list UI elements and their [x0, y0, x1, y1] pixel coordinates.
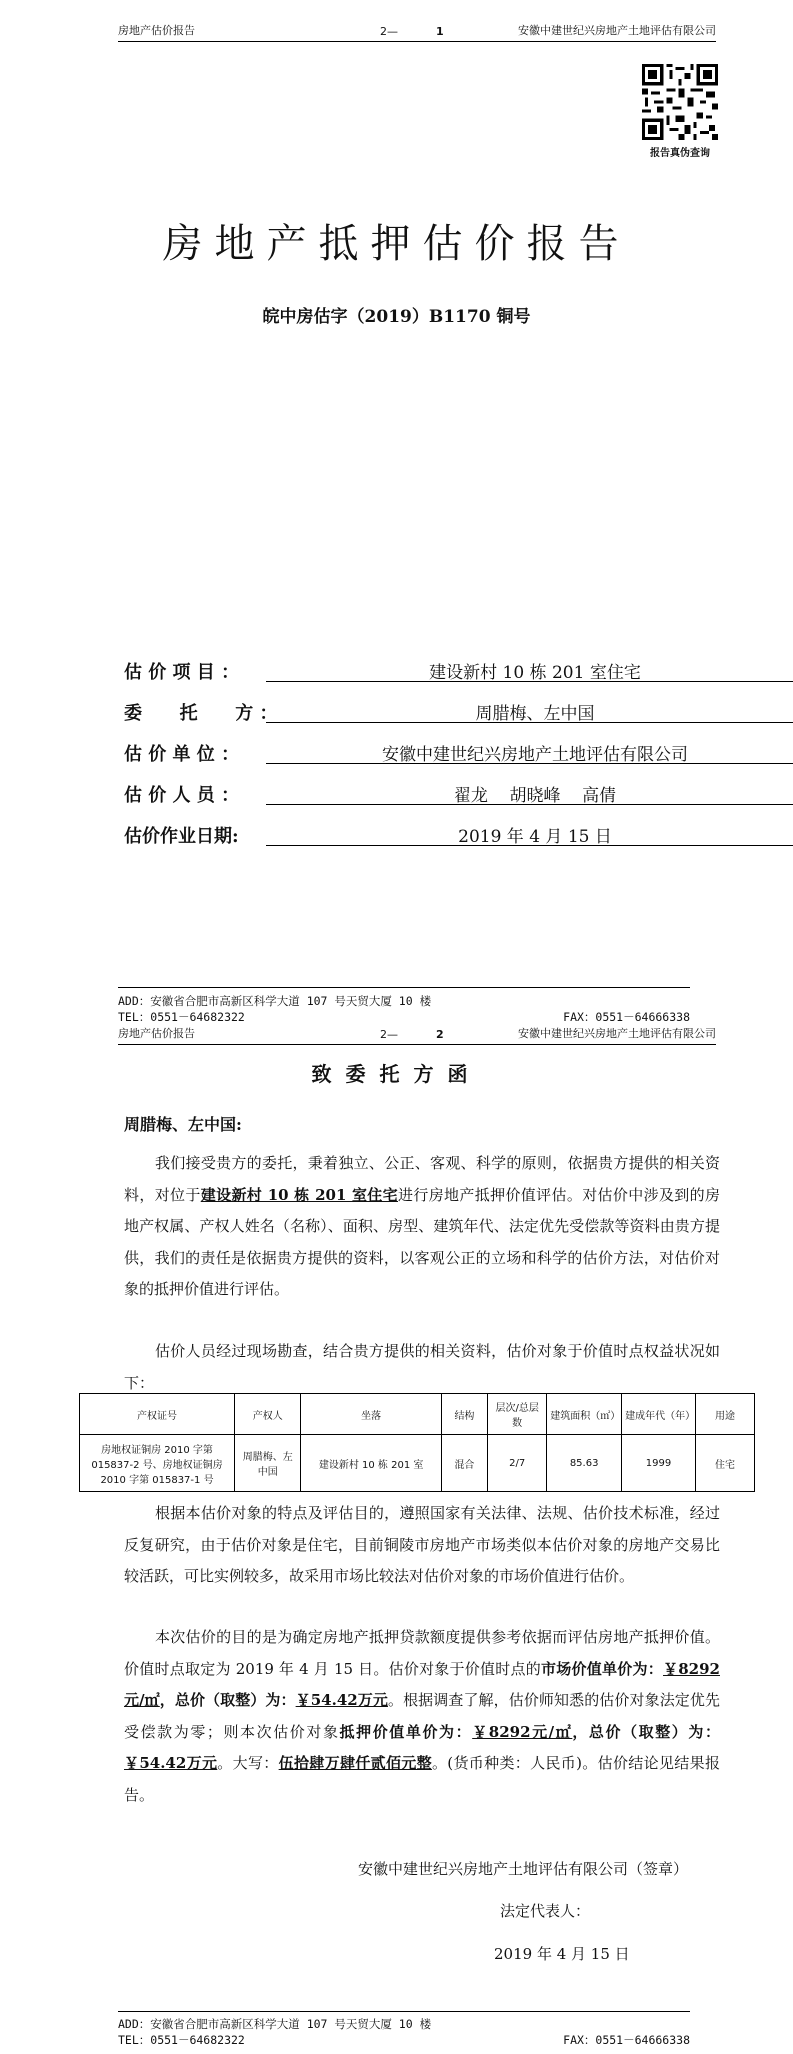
document-number: 皖中房估字（2019）B1170 铜号 — [262, 307, 531, 327]
header-report-name: 房地产估价报告 — [118, 1027, 195, 1040]
table-header-cell: 产权人 — [235, 1394, 301, 1435]
page1-footer-rule — [118, 987, 690, 988]
info-value: 翟龙 胡晓峰 高倩 — [266, 781, 793, 805]
signature-company: 安徽中建世纪兴房地产土地评估有限公司（签章） — [358, 1860, 689, 1878]
signature-date: 2019 年 4 月 15 日 — [494, 1945, 630, 1963]
letter-paragraph-3: 根据本估价对象的特点及评估目的，遵照国家有关法律、法规、估价技术标准，经过反复研究，由于估价对象是住宅，目前铜陵市房地产市场类似本估价对象的房地产交易比较活跃，可比实例较多，故采用市场比较法对估价对象的市场价值进行估价。 — [124, 1504, 720, 1585]
table-header-cell: 建筑面积（㎡） — [547, 1394, 622, 1435]
page1-header — [118, 19, 716, 42]
footer-fax: FAX：0551－64666338 — [563, 2033, 690, 2047]
table-cell: 房地权证铜房 2010 字第 015837-2 号、房地权证铜房 2010 字第 015837-1 号 — [80, 1435, 235, 1492]
footer-fax: FAX：0551－64666338 — [563, 1010, 690, 1024]
page2-footer — [118, 2016, 690, 2048]
letter-paragraph-1: 我们接受贵方的委托，秉着独立、公正、客观、科学的原则，依据贵方提供的相关资料，对位于建设新村 10 栋 201 室住宅进行房地产抵押价值评估。对估价中涉及到的房地产权属、产权人姓名（名称）、面积、房型、建筑年代、法定优先受偿款等资料由贵方提供，我们的责任是依据贵方提供的资料，以客观公正的立场和科学的估价方法，对估价对象的抵押价值进行评估。 — [124, 1154, 720, 1298]
page2-footer-rule — [118, 2011, 690, 2012]
table-header-cell: 产权证号 — [80, 1394, 235, 1435]
page2-header — [118, 1022, 716, 1045]
table-cell: 建设新村 10 栋 201 室 — [301, 1435, 441, 1492]
table-header-row — [80, 1394, 755, 1435]
header-page-center: 2— — [380, 25, 398, 38]
letter-paragraph-2: 估价人员经过现场勘查，结合贵方提供的相关资料，估价对象于价值时点权益状况如下： — [124, 1342, 720, 1392]
header-page-number: 1 — [436, 25, 444, 38]
table-cell: 85.63 — [547, 1435, 622, 1492]
qr-code-icon[interactable] — [642, 64, 718, 140]
table-header-cell: 坐落 — [301, 1394, 441, 1435]
footer-address: ADD：安徽省合肥市高新区科学大道 107 号天贸大厦 10 楼 — [118, 2017, 432, 2031]
property-address: 建设新村 10 栋 201 室住宅 — [200, 1185, 399, 1204]
info-label: 估 价 人 员 ： — [124, 785, 240, 806]
info-value: 建设新村 10 栋 201 室住宅 — [266, 658, 793, 682]
header-company: 安徽中建世纪兴房地产土地评估有限公司 — [518, 24, 716, 37]
signature-representative: 法定代表人： — [500, 1902, 591, 1920]
market-unit-price: ￥8292元/㎡ — [124, 1659, 720, 1709]
letter-addressee: 周腊梅、左中国: — [124, 1115, 242, 1134]
footer-address: ADD：安徽省合肥市高新区科学大道 107 号天贸大厦 10 楼 — [118, 994, 432, 1008]
letter-title: 致委托方函 — [311, 1062, 482, 1086]
info-value: 安徽中建世纪兴房地产土地评估有限公司 — [266, 740, 793, 764]
table-header-cell: 建成年代（年） — [622, 1394, 696, 1435]
amount-in-words: 伍拾肆万肆仟贰佰元整 — [278, 1754, 432, 1772]
footer-tel: TEL：0551－64682322 — [118, 2033, 245, 2047]
page1-footer — [118, 993, 690, 1025]
footer-tel: TEL：0551－64682322 — [118, 1010, 245, 1024]
header-company: 安徽中建世纪兴房地产土地评估有限公司 — [518, 1027, 716, 1040]
info-label: 委 托 方 ： — [124, 703, 278, 724]
info-label: 估 价 项 目 ： — [124, 662, 240, 683]
table-header-cell: 结构 — [441, 1394, 487, 1435]
mortgage-unit-price: ￥8292元/㎡ — [472, 1722, 573, 1741]
table-header-cell: 层次/总层数 — [488, 1394, 547, 1435]
table-cell: 住宅 — [695, 1435, 754, 1492]
info-label: 估 价 单 位 ： — [124, 744, 240, 765]
property-table — [79, 1393, 755, 1492]
market-total-price: ￥54.42万元 — [295, 1691, 388, 1709]
info-label: 估价作业日期: — [124, 826, 239, 847]
mortgage-total-price: ￥54.42万元 — [124, 1754, 218, 1772]
info-value: 周腊梅、左中国 — [266, 699, 793, 723]
table-row — [80, 1435, 755, 1492]
header-page-center: 2— — [380, 1028, 398, 1041]
table-cell: 2/7 — [488, 1435, 547, 1492]
report-title: 房地产抵押估价报告 — [162, 221, 631, 267]
table-cell: 1999 — [622, 1435, 696, 1492]
table-header-cell: 用途 — [695, 1394, 754, 1435]
table-cell: 混合 — [441, 1435, 487, 1492]
table-cell: 周腊梅、左中国 — [235, 1435, 301, 1492]
header-report-name: 房地产估价报告 — [118, 24, 195, 37]
info-value: 2019 年 4 月 15 日 — [266, 822, 793, 846]
letter-paragraph-4: 本次估价的目的是为确定房地产抵押贷款额度提供参考依据而评估房地产抵押价值。价值时点取定为 2019 年 4 月 15 日。估价对象于价值时点的市场价值单价为：￥8292元/㎡，总价（取整）为：￥54.42万元。根据调查了解，估价师知悉的估价对象法定优先受偿款为零；则本次估价对象抵押价值单价为：￥8292元/㎡，总价（取整）为：￥54.42万元。大写：伍拾肆万肆仟贰佰元整。(货币种类：人民币)。估价结论见结果报告。 — [124, 1628, 720, 1804]
header-page-number: 2 — [436, 1028, 444, 1041]
qr-caption: 报告真伪查询 — [650, 148, 710, 159]
